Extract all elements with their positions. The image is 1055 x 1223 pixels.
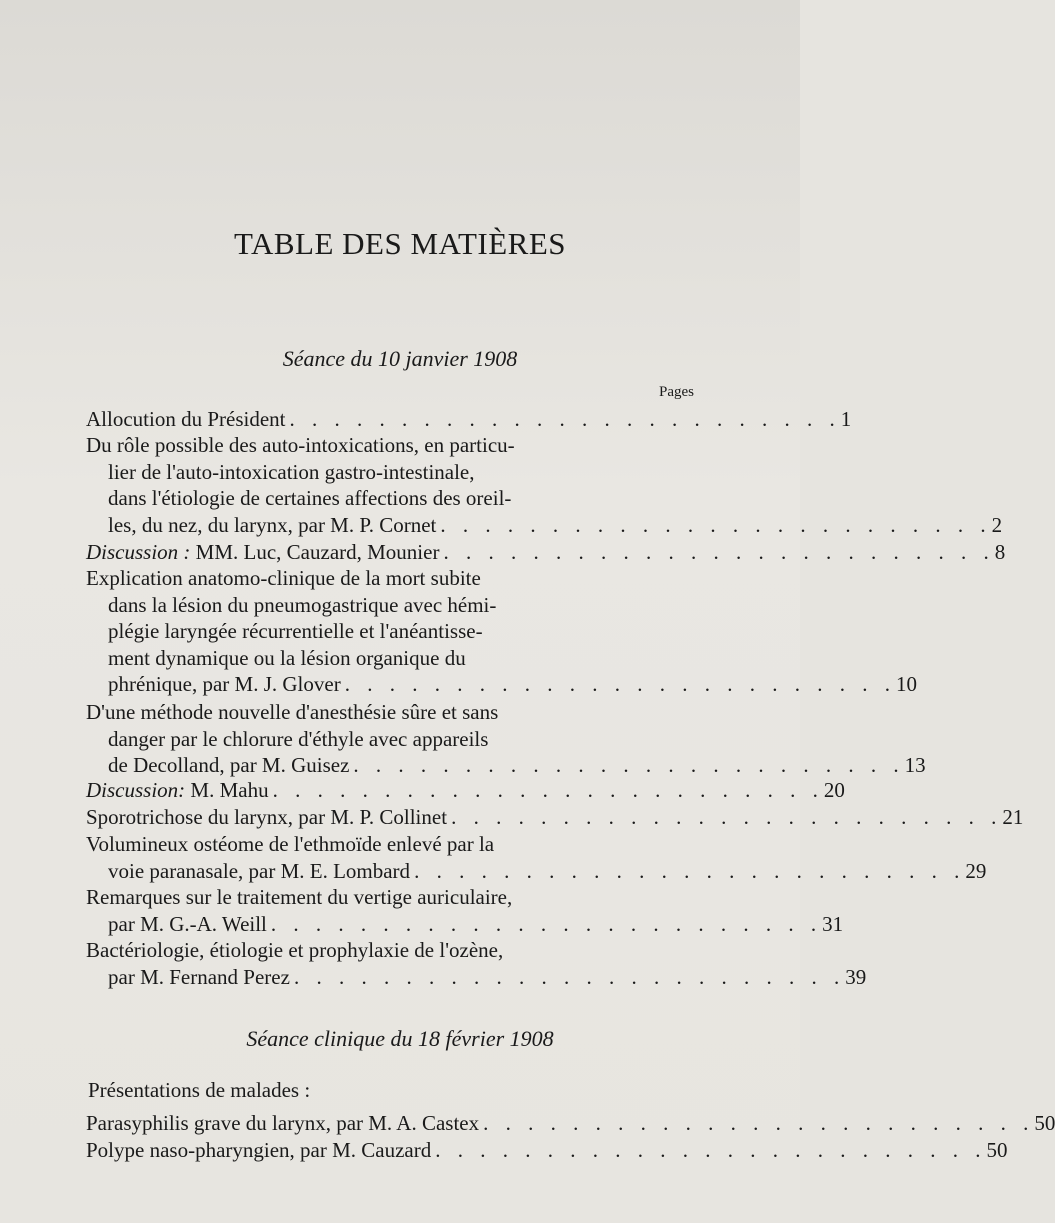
leader-dots: . . . . . . . . . . . . . . . . . . . . . . . . .	[293, 964, 846, 989]
toc-entry	[86, 699, 926, 779]
discussion-prefix: Discussion :	[86, 540, 196, 564]
toc-entry-text: Sporotrichose du larynx, par M. P. Collinet	[86, 805, 448, 829]
toc-entry-text: voie paranasale, par M. E. Lombard	[108, 858, 411, 883]
leader-dots: . . . . . . . . . . . . . . . . . . . . . . . . .	[289, 407, 841, 431]
toc-entry-text: Remarques sur le traitement du vertige auriculaire,	[86, 885, 513, 909]
toc-entry	[86, 539, 1006, 566]
toc-entry-text: par M. G.-A. Weill	[108, 911, 267, 936]
toc-entry-text: dans la lésion du pneumogastrique avec hémi-	[108, 592, 497, 617]
toc-entry	[86, 406, 852, 433]
toc-page-number: 50	[1034, 1111, 1055, 1135]
toc-entry-text: Volumineux ostéome de l'ethmoïde enlevé par la	[86, 832, 495, 856]
leader-dots: . . . . . . . . . . . . . . . . . . . . . . . . .	[435, 1138, 987, 1162]
toc-entry-text: Allocution du Président	[86, 407, 286, 431]
toc-page-number: 29	[965, 858, 987, 883]
toc-entry-text: Du rôle possible des auto-intoxications, en particu-	[86, 433, 515, 457]
toc-entry-text: M. Mahu	[190, 778, 269, 802]
toc-entry	[86, 831, 987, 884]
toc-entry-text: plégie laryngée récurrentielle et l'anéantisse-	[108, 619, 483, 643]
toc-entry-text: par M. Fernand Perez	[108, 964, 290, 989]
leader-dots: . . . . . . . . . . . . . . . . . . . . . . . . .	[451, 805, 1003, 829]
toc-page-number: 50	[986, 1138, 1008, 1162]
leader-dots: . . . . . . . . . . . . . . . . . . . . . . . . .	[443, 540, 995, 564]
toc-entry-text: les, du nez, du larynx, par M. P. Cornet	[108, 512, 437, 537]
toc-entry	[86, 804, 1024, 831]
session-heading-2: Séance clinique du 18 février 1908	[246, 1026, 554, 1051]
toc-entry	[86, 777, 845, 804]
toc-entry-text: de Decolland, par M. Guisez	[108, 753, 350, 777]
toc-entry-text: dans l'étiologie de certaines affections des oreil-	[108, 486, 512, 510]
toc-entry-text: Explication anatomo-clinique de la mort subite	[86, 566, 481, 590]
toc-entry-text: Bactériologie, étiologie et prophylaxie de l'ozène,	[86, 938, 504, 962]
leader-dots: . . . . . . . . . . . . . . . . . . . . . . . . .	[272, 778, 824, 802]
leader-dots: . . . . . . . . . . . . . . . . . . . . . . . . .	[483, 1111, 1035, 1135]
toc-page-number: 13	[904, 753, 926, 777]
toc-page-number: 10	[895, 672, 917, 696]
leader-dots: . . . . . . . . . . . . . . . . . . . . . . . . .	[353, 753, 905, 777]
toc-entry-text: Polype naso-pharyngien, par M. Cauzard	[86, 1138, 432, 1162]
leader-dots: . . . . . . . . . . . . . . . . . . . . . . . . .	[344, 672, 896, 696]
toc-entry	[86, 1110, 1055, 1137]
session-heading-1: Séance du 10 janvier 1908	[282, 346, 518, 371]
toc-page-number: 21	[1002, 805, 1024, 829]
toc-page-number: 39	[845, 964, 867, 989]
leader-dots: . . . . . . . . . . . . . . . . . . . . . . . . .	[270, 911, 823, 936]
discussion-prefix: Discussion:	[86, 778, 191, 802]
toc-page-number: 1	[840, 407, 852, 431]
toc-entry	[86, 432, 1003, 538]
leader-dots: . . . . . . . . . . . . . . . . . . . . . . . . .	[440, 512, 992, 537]
toc-entry-text: MM. Luc, Cauzard, Mounier	[195, 540, 440, 564]
toc-entry	[86, 937, 867, 990]
toc-page-number: 8	[994, 540, 1006, 564]
toc-entry-text: phrénique, par M. J. Glover	[108, 672, 341, 696]
toc-page-number: 20	[823, 778, 845, 802]
pages-column-label: Pages	[659, 384, 694, 400]
toc-entry	[86, 1137, 1008, 1164]
toc-page-number: 2	[991, 512, 1003, 537]
toc-entry-text: Parasyphilis grave du larynx, par M. A. Castex	[86, 1111, 480, 1135]
toc-page-number: 31	[822, 911, 844, 936]
toc-entry-text: danger par le chlorure d'éthyle avec appareils	[108, 726, 489, 751]
leader-dots: . . . . . . . . . . . . . . . . . . . . . . . . .	[414, 858, 966, 883]
toc-entry-text: D'une méthode nouvelle d'anesthésie sûre et sans	[86, 700, 499, 724]
toc-entry	[86, 565, 917, 698]
toc-entry-text: lier de l'auto-intoxication gastro-intestinale,	[108, 459, 475, 484]
presentations-heading: Présentations de malades :	[88, 1078, 311, 1102]
toc-entry-text: ment dynamique ou la lésion organique du	[108, 645, 466, 670]
page-title: TABLE DES MATIÈRES	[233, 226, 567, 261]
toc-entry	[86, 884, 844, 937]
